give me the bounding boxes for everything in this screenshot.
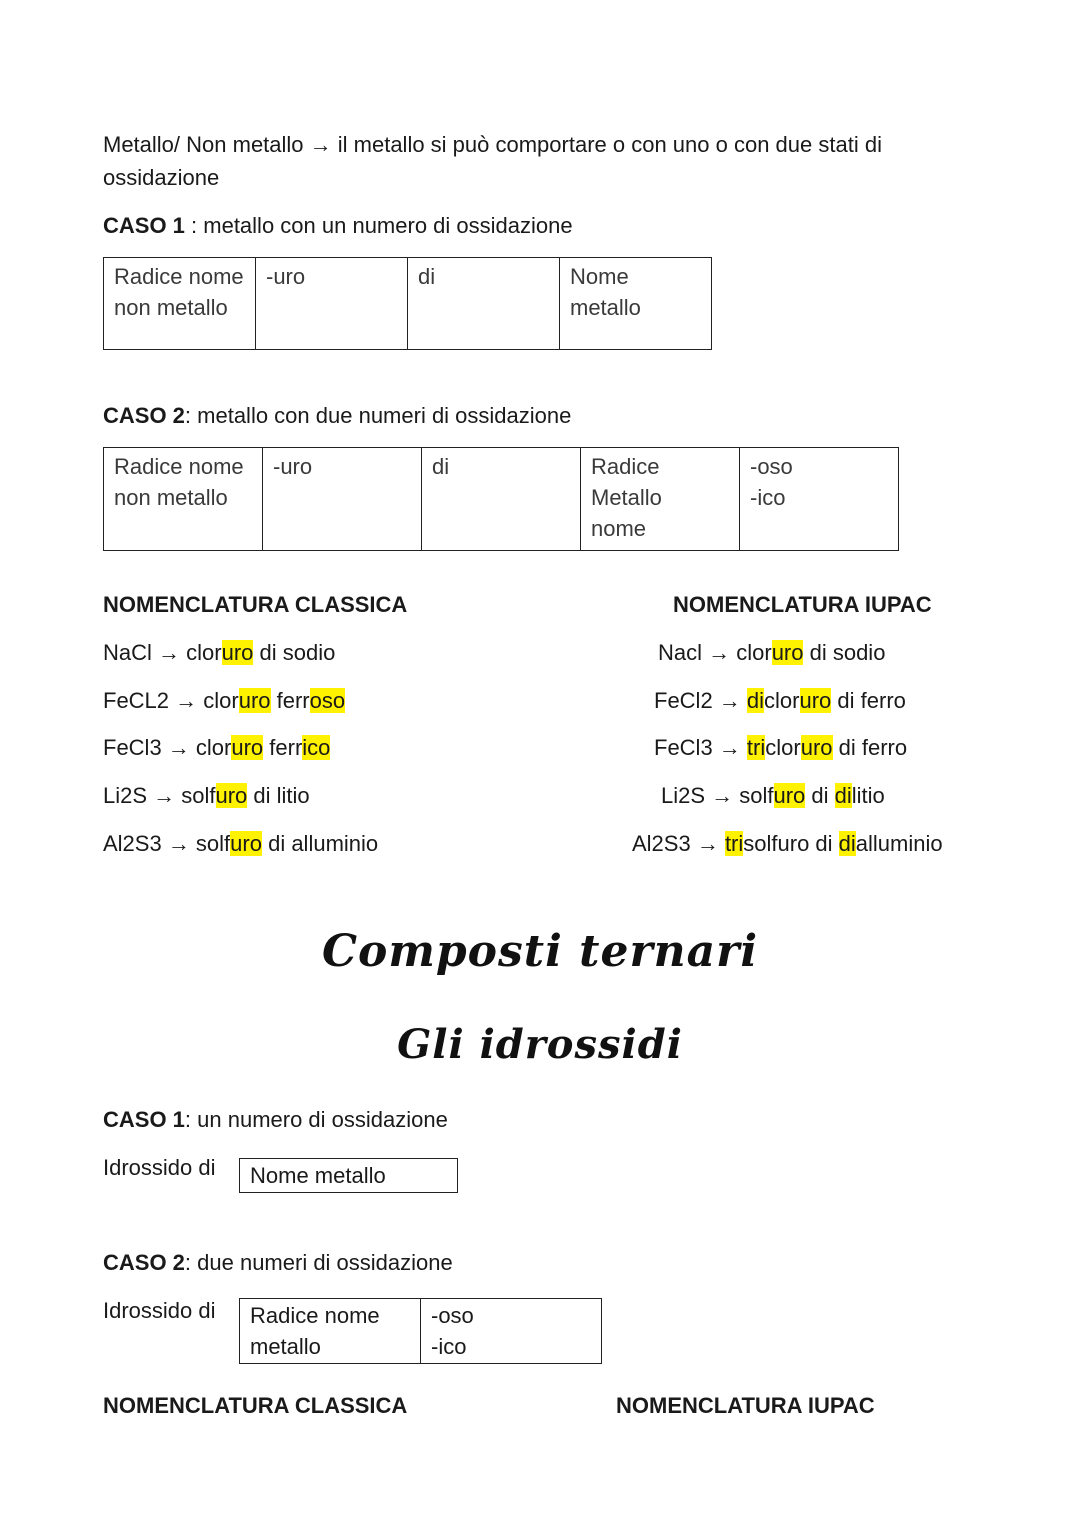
iupac-row: [654, 684, 906, 717]
caso2-label: CASO 2: [103, 403, 185, 428]
highlighted-suffix: ico: [302, 735, 331, 760]
row-text-segment: di ferro: [831, 688, 906, 713]
row-text-segment: FeCl3 →: [654, 735, 747, 760]
highlighted-suffix: uro: [238, 688, 271, 713]
row-text-segment: NaCl → clor: [103, 640, 222, 665]
caso1-text: : metallo con un numero di ossidazione: [184, 213, 573, 238]
row-text-segment: di alluminio: [261, 831, 379, 856]
cell-nome-metallo: Nome metallo: [560, 258, 712, 350]
row-text-segment: solfuro di: [743, 831, 839, 856]
highlighted-suffix: uro: [799, 688, 832, 713]
intro-line-2: ossidazione: [103, 165, 220, 190]
idrossidi-caso2-heading: [103, 1246, 453, 1279]
row-text-segment: Li2S → solf: [103, 783, 216, 808]
cell-uro: -uro: [256, 258, 408, 350]
footer-classica-heading: NOMENCLATURA CLASSICA: [103, 1393, 408, 1418]
idrossidi-caso2-label: CASO 2: [103, 1250, 185, 1275]
highlighted-suffix: di: [834, 783, 852, 808]
idrossidi-caso1-text: : un numero di ossidazione: [184, 1107, 448, 1132]
row-text-segment: ferr: [263, 735, 303, 760]
cell-nome-metallo: Nome metallo: [240, 1159, 458, 1193]
highlighted-suffix: uro: [800, 735, 833, 760]
iupac-row: [654, 731, 907, 764]
idrossidi-caso1-heading: [103, 1103, 448, 1136]
idrossido-di-prefix: Idrossido di: [103, 1155, 216, 1180]
classica-row: [103, 827, 378, 860]
row-text-segment: FeCl3 → clor: [103, 735, 232, 760]
idrossidi-caso1-table: [239, 1158, 458, 1193]
row-text-segment: clor: [764, 688, 800, 713]
cell-di: di: [408, 258, 560, 350]
highlighted-suffix: tri: [724, 831, 744, 856]
row-text-segment: di litio: [247, 783, 310, 808]
caso1-formula-table: [103, 257, 712, 350]
intro-line-1: Metallo/ Non metallo → il metallo si può comportare o con uno o con due stati di: [103, 132, 882, 157]
iupac-heading: NOMENCLATURA IUPAC: [673, 592, 932, 617]
highlighted-suffix: uro: [215, 783, 248, 808]
row-text-segment: clor: [765, 735, 801, 760]
classica-row: [103, 684, 345, 717]
cell-uro: -uro: [263, 448, 422, 551]
row-text-segment: di sodio: [803, 640, 886, 665]
highlighted-suffix: uro: [773, 783, 806, 808]
caso2-text: : metallo con due numeri di ossidazione: [184, 403, 572, 428]
row-text-segment: FeCL2 → clor: [103, 688, 239, 713]
highlighted-suffix: tri: [746, 735, 766, 760]
cell-oso-ico: -oso -ico: [421, 1299, 602, 1364]
cell-oso-ico: -oso -ico: [740, 448, 899, 551]
classica-heading: NOMENCLATURA CLASSICA: [103, 592, 408, 617]
title-gli-idrossidi: Gli idrossidi: [397, 1021, 683, 1068]
row-text-segment: FeCl2 →: [654, 688, 747, 713]
iupac-row: [661, 779, 885, 812]
title-composti-ternari: Composti ternari: [321, 926, 759, 977]
classica-row: [103, 779, 310, 812]
row-text-segment: di ferro: [832, 735, 908, 760]
cell-radice-metallo-nome: Radice Metallo nome: [581, 448, 740, 551]
caso1-label: CASO 1: [103, 213, 185, 238]
idrossidi-caso2-text: : due numeri di ossidazione: [184, 1250, 453, 1275]
cell-radice-nome-metallo: Radice nome metallo: [240, 1299, 421, 1364]
cell-radice-nome-non-metallo: Radice nome non metallo: [104, 258, 256, 350]
idrossidi-caso2-table: [239, 1298, 602, 1364]
highlighted-suffix: uro: [230, 831, 262, 856]
row-text-segment: Al2S3 →: [632, 831, 725, 856]
classica-row: [103, 731, 330, 764]
row-text-segment: ferr: [270, 688, 310, 713]
highlighted-suffix: uro: [231, 735, 264, 760]
classica-row: [103, 636, 335, 669]
highlighted-suffix: di: [838, 831, 856, 856]
highlighted-suffix: di: [746, 688, 765, 713]
cell-radice-nome-non-metallo: Radice nome non metallo: [104, 448, 263, 551]
highlighted-suffix: oso: [309, 688, 346, 713]
caso2-formula-table: [103, 447, 899, 551]
footer-iupac-heading: NOMENCLATURA IUPAC: [616, 1393, 875, 1418]
row-text-segment: Al2S3 → solf: [103, 831, 231, 856]
row-text-segment: Nacl → clor: [658, 640, 772, 665]
row-text-segment: alluminio: [855, 831, 943, 856]
idrossido-di-prefix: Idrossido di: [103, 1298, 216, 1323]
idrossidi-caso1-label: CASO 1: [103, 1107, 185, 1132]
iupac-row: [632, 827, 943, 860]
caso2-heading: [103, 399, 571, 432]
row-text-segment: di sodio: [253, 640, 336, 665]
row-text-segment: di: [805, 783, 835, 808]
caso1-heading: [103, 209, 573, 242]
row-text-segment: Li2S → solf: [661, 783, 774, 808]
iupac-row: [658, 636, 885, 669]
highlighted-suffix: uro: [221, 640, 254, 665]
cell-di: di: [422, 448, 581, 551]
highlighted-suffix: uro: [771, 640, 804, 665]
row-text-segment: litio: [851, 783, 885, 808]
